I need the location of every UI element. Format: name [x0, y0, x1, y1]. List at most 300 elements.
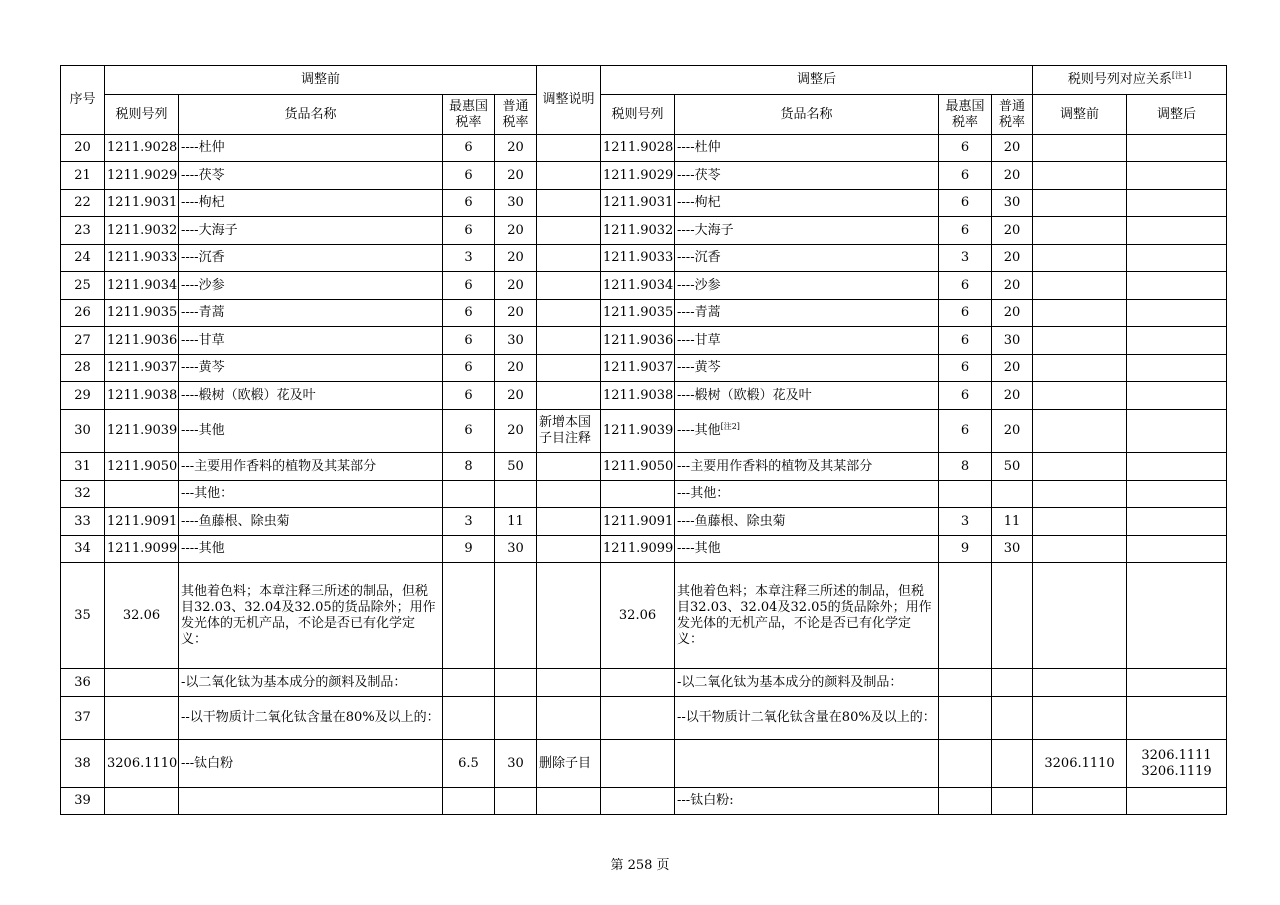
before-code-cell: 1211.9032 [105, 217, 179, 245]
before-code-cell: 1211.9037 [105, 355, 179, 382]
after-mfn-cell: 6 [939, 355, 992, 382]
table-row [61, 355, 1227, 382]
header-map-before: 调整前 [1033, 95, 1127, 135]
before-name-cell: 其他着色料；本章注释三所述的制品，但税目32.03、32.04及32.05的货品除外；用作发光体的无机产品，不论是否已有化学定义： [179, 563, 443, 669]
map-after-cell [1127, 327, 1227, 355]
before-mfn-cell [443, 481, 495, 508]
after-name-text: -以二氧化钛为基本成分的颜料及制品： [677, 674, 903, 690]
map-after-cell [1127, 410, 1227, 453]
after-name-cell [675, 697, 939, 740]
before-name-cell: ----茯苓 [179, 162, 443, 190]
before-mfn-cell: 3 [443, 508, 495, 536]
seq-cell: 34 [61, 536, 105, 563]
map-after-cell [1127, 272, 1227, 300]
map-after-cell [1127, 788, 1227, 815]
after-name-text: ----鱼藤根、除虫菊 [677, 513, 786, 529]
before-mfn-cell [443, 697, 495, 740]
before-code-cell [105, 697, 179, 740]
map-after-cell [1127, 355, 1227, 382]
after-name-cell [675, 355, 939, 382]
header-before-code: 税则号列 [105, 95, 179, 135]
seq-cell: 21 [61, 162, 105, 190]
after-general-cell: 20 [992, 382, 1033, 410]
map-after-text: 3206.1111 3206.1119 [1141, 747, 1212, 779]
table-row [61, 190, 1227, 217]
note-cell [537, 272, 601, 300]
before-mfn-cell: 6 [443, 355, 495, 382]
after-general-cell: 30 [992, 190, 1033, 217]
before-name-cell: ---钛白粉 [179, 740, 443, 788]
after-mfn-cell: 6 [939, 190, 992, 217]
note-cell [537, 563, 601, 669]
before-general-cell [495, 563, 537, 669]
header-seq: 序号 [61, 66, 105, 135]
header-after-name: 货品名称 [675, 95, 939, 135]
after-code-cell: 1211.9029 [601, 162, 675, 190]
before-general-cell: 20 [495, 410, 537, 453]
seq-cell: 20 [61, 135, 105, 162]
before-general-cell: 20 [495, 217, 537, 245]
after-name-text: ----青蒿 [677, 305, 721, 320]
after-name-cell [675, 563, 939, 669]
map-after-cell [1127, 508, 1227, 536]
map-before-cell [1033, 217, 1127, 245]
table-row [61, 245, 1227, 272]
header-note: 调整说明 [537, 66, 601, 135]
header-mapping-group [1033, 66, 1227, 95]
before-name-cell: ----其他 [179, 410, 443, 453]
seq-cell: 30 [61, 410, 105, 453]
before-code-cell: 1211.9028 [105, 135, 179, 162]
header-before-group: 调整前 [105, 66, 537, 95]
map-before-cell [1033, 135, 1127, 162]
map-before-cell [1033, 355, 1127, 382]
seq-cell: 26 [61, 300, 105, 327]
after-code-cell: 1211.9039 [601, 410, 675, 453]
after-mfn-cell [939, 740, 992, 788]
after-mfn-cell: 9 [939, 536, 992, 563]
after-code-cell: 1211.9099 [601, 536, 675, 563]
after-name-text: ----黄芩 [677, 360, 721, 375]
before-mfn-cell: 6 [443, 327, 495, 355]
map-after-cell [1127, 563, 1227, 669]
after-code-cell: 1211.9033 [601, 245, 675, 272]
note-cell [537, 382, 601, 410]
before-name-cell: ----杜仲 [179, 135, 443, 162]
before-code-cell: 1211.9033 [105, 245, 179, 272]
map-after-cell [1127, 453, 1227, 481]
after-name-cell [675, 245, 939, 272]
before-general-cell: 30 [495, 190, 537, 217]
footnote-marker: [注2] [720, 422, 740, 431]
header-after-group: 调整后 [601, 66, 1033, 95]
after-mfn-cell: 6 [939, 382, 992, 410]
table-row [61, 300, 1227, 327]
before-general-cell: 20 [495, 355, 537, 382]
header-after-mfn: 最惠国税率 [939, 95, 992, 135]
map-after-cell [1127, 162, 1227, 190]
note-cell [537, 697, 601, 740]
seq-cell: 37 [61, 697, 105, 740]
after-code-cell: 1211.9037 [601, 355, 675, 382]
map-after-cell [1127, 382, 1227, 410]
after-name-text: ---其他： [677, 486, 730, 501]
map-before-cell [1033, 669, 1127, 697]
after-name-text: ----茯苓 [677, 167, 721, 183]
after-mfn-cell [939, 563, 992, 669]
after-name-cell [675, 327, 939, 355]
after-name-cell [675, 740, 939, 788]
note-cell: 新增本国子目注释 [537, 410, 601, 453]
before-name-cell: ----大海子 [179, 217, 443, 245]
after-code-cell: 32.06 [601, 563, 675, 669]
header-after-general: 普通税率 [992, 95, 1033, 135]
seq-cell: 38 [61, 740, 105, 788]
table-row [61, 135, 1227, 162]
table-row [61, 740, 1227, 788]
before-mfn-cell: 6.5 [443, 740, 495, 788]
after-mfn-cell [939, 697, 992, 740]
table-row [61, 788, 1227, 815]
after-code-cell: 1211.9035 [601, 300, 675, 327]
map-after-cell [1127, 300, 1227, 327]
after-code-cell [601, 669, 675, 697]
after-general-cell: 20 [992, 217, 1033, 245]
before-name-cell: ---其他： [179, 481, 443, 508]
after-mfn-cell: 6 [939, 217, 992, 245]
after-code-cell [601, 481, 675, 508]
before-general-cell [495, 788, 537, 815]
after-name-cell [675, 300, 939, 327]
after-name-text: ----椴树（欧椴）花及叶 [677, 387, 812, 403]
after-general-cell [992, 669, 1033, 697]
map-after-cell [1127, 669, 1227, 697]
seq-cell: 28 [61, 355, 105, 382]
after-general-cell: 20 [992, 245, 1033, 272]
note-cell [537, 190, 601, 217]
after-mfn-cell [939, 481, 992, 508]
before-mfn-cell: 6 [443, 217, 495, 245]
map-before-cell [1033, 190, 1127, 217]
before-name-cell: ----枸杞 [179, 190, 443, 217]
after-name-cell [675, 162, 939, 190]
table-row [61, 669, 1227, 697]
before-mfn-cell: 6 [443, 382, 495, 410]
after-general-cell: 20 [992, 355, 1033, 382]
after-name-cell [675, 453, 939, 481]
after-name-text: ----其他 [677, 423, 721, 438]
seq-cell: 32 [61, 481, 105, 508]
after-mfn-cell: 6 [939, 162, 992, 190]
before-code-cell: 1211.9039 [105, 410, 179, 453]
after-general-cell: 30 [992, 327, 1033, 355]
note-cell [537, 536, 601, 563]
before-mfn-cell: 8 [443, 453, 495, 481]
after-general-cell: 20 [992, 272, 1033, 300]
note-cell [537, 245, 601, 272]
map-before-cell [1033, 508, 1127, 536]
after-name-cell [675, 272, 939, 300]
after-name-text: ---主要用作香料的植物及其某部分 [677, 458, 873, 474]
map-after-cell [1127, 217, 1227, 245]
before-general-cell: 20 [495, 272, 537, 300]
after-name-cell [675, 135, 939, 162]
before-mfn-cell [443, 788, 495, 815]
before-code-cell: 1211.9099 [105, 536, 179, 563]
after-name-text: ----沙参 [677, 277, 721, 293]
before-name-cell: ----椴树（欧椴）花及叶 [179, 382, 443, 410]
after-general-cell: 11 [992, 508, 1033, 536]
before-general-cell: 20 [495, 382, 537, 410]
after-name-cell [675, 410, 939, 453]
after-mfn-cell: 6 [939, 300, 992, 327]
after-code-cell [601, 740, 675, 788]
map-before-cell [1033, 327, 1127, 355]
seq-cell: 24 [61, 245, 105, 272]
before-code-cell [105, 669, 179, 697]
after-code-cell: 1211.9034 [601, 272, 675, 300]
after-general-cell [992, 788, 1033, 815]
after-mfn-cell: 6 [939, 410, 992, 453]
before-code-cell [105, 481, 179, 508]
page-number: 第 258 页 [610, 858, 670, 873]
after-mfn-cell: 6 [939, 327, 992, 355]
map-before-cell [1033, 162, 1127, 190]
header-before-mfn: 最惠国税率 [443, 95, 495, 135]
after-name-text: ----沉香 [677, 250, 721, 265]
before-code-cell: 1211.9029 [105, 162, 179, 190]
after-mfn-cell: 3 [939, 508, 992, 536]
map-after-cell [1127, 190, 1227, 217]
after-name-cell [675, 788, 939, 815]
after-name-text: --以干物质计二氧化钛含量在80%及以上的： [677, 710, 936, 725]
note-cell [537, 135, 601, 162]
after-code-cell: 1211.9031 [601, 190, 675, 217]
after-name-cell [675, 508, 939, 536]
after-general-cell [992, 481, 1033, 508]
header-before-name: 货品名称 [179, 95, 443, 135]
note-cell: 删除子目 [537, 740, 601, 788]
note-cell [537, 508, 601, 536]
table-body [61, 135, 1227, 815]
after-code-cell [601, 788, 675, 815]
tariff-adjustment-table [60, 65, 1227, 815]
map-before-cell [1033, 563, 1127, 669]
before-mfn-cell: 6 [443, 190, 495, 217]
before-name-cell: ---主要用作香料的植物及其某部分 [179, 453, 443, 481]
after-name-cell [675, 669, 939, 697]
before-general-cell: 20 [495, 300, 537, 327]
header-before-general: 普通税率 [495, 95, 537, 135]
table-row [61, 536, 1227, 563]
before-general-cell: 30 [495, 740, 537, 788]
header-mapping-label: 税则号列对应关系 [1067, 72, 1172, 87]
table-row [61, 481, 1227, 508]
after-general-cell [992, 563, 1033, 669]
table-row [61, 453, 1227, 481]
before-general-cell: 20 [495, 245, 537, 272]
after-name-text: ----杜仲 [677, 140, 721, 155]
seq-cell: 39 [61, 788, 105, 815]
before-general-cell: 11 [495, 508, 537, 536]
seq-cell: 29 [61, 382, 105, 410]
table-row [61, 162, 1227, 190]
table-row [61, 410, 1227, 453]
before-general-cell: 20 [495, 135, 537, 162]
note-cell [537, 327, 601, 355]
header-mapping-footnote: [注1] [1171, 71, 1192, 80]
table-row [61, 508, 1227, 536]
before-name-cell [179, 788, 443, 815]
note-cell [537, 481, 601, 508]
before-code-cell: 1211.9034 [105, 272, 179, 300]
before-mfn-cell: 6 [443, 272, 495, 300]
after-name-text: ----枸杞 [677, 195, 721, 210]
table-row [61, 697, 1227, 740]
after-mfn-cell [939, 788, 992, 815]
after-name-text: 其他着色料；本章注释三所述的制品，但税目32.03、32.04及32.05的货品除外；用作发光体的无机产品，不论是否已有化学定义： [677, 583, 932, 647]
map-before-cell: 3206.1110 [1033, 740, 1127, 788]
map-after-cell [1127, 697, 1227, 740]
before-name-cell: --以干物质计二氧化钛含量在80%及以上的： [179, 697, 443, 740]
after-general-cell: 50 [992, 453, 1033, 481]
map-before-cell [1033, 410, 1127, 453]
table-row [61, 563, 1227, 669]
after-name-cell [675, 382, 939, 410]
before-mfn-cell [443, 563, 495, 669]
after-code-cell [601, 697, 675, 740]
seq-cell: 23 [61, 217, 105, 245]
header-map-after: 调整后 [1127, 95, 1227, 135]
note-cell [537, 669, 601, 697]
map-before-cell [1033, 697, 1127, 740]
table-row [61, 382, 1227, 410]
before-name-cell: ----沙参 [179, 272, 443, 300]
after-name-cell [675, 217, 939, 245]
before-general-cell: 50 [495, 453, 537, 481]
table-row [61, 217, 1227, 245]
map-after-cell [1127, 481, 1227, 508]
after-name-text: ----其他 [677, 541, 721, 556]
before-name-cell: -以二氧化钛为基本成分的颜料及制品： [179, 669, 443, 697]
before-code-cell: 3206.1110 [105, 740, 179, 788]
before-name-cell: ----鱼藤根、除虫菊 [179, 508, 443, 536]
seq-cell: 25 [61, 272, 105, 300]
map-after-cell [1127, 536, 1227, 563]
after-code-cell: 1211.9032 [601, 217, 675, 245]
after-general-cell [992, 740, 1033, 788]
header-after-code: 税则号列 [601, 95, 675, 135]
seq-cell: 35 [61, 563, 105, 669]
seq-cell: 22 [61, 190, 105, 217]
map-before-cell [1033, 453, 1127, 481]
note-cell [537, 788, 601, 815]
seq-cell: 27 [61, 327, 105, 355]
before-code-cell: 32.06 [105, 563, 179, 669]
after-mfn-cell: 3 [939, 245, 992, 272]
note-cell [537, 217, 601, 245]
note-cell [537, 355, 601, 382]
before-name-cell: ----沉香 [179, 245, 443, 272]
map-before-cell [1033, 481, 1127, 508]
before-mfn-cell [443, 669, 495, 697]
note-cell [537, 162, 601, 190]
before-code-cell: 1211.9091 [105, 508, 179, 536]
before-general-cell: 30 [495, 536, 537, 563]
map-before-cell [1033, 300, 1127, 327]
after-code-cell: 1211.9036 [601, 327, 675, 355]
before-general-cell [495, 669, 537, 697]
before-code-cell: 1211.9031 [105, 190, 179, 217]
after-general-cell: 20 [992, 135, 1033, 162]
before-name-cell: ----其他 [179, 536, 443, 563]
map-before-cell [1033, 536, 1127, 563]
seq-cell: 33 [61, 508, 105, 536]
before-code-cell [105, 788, 179, 815]
map-after-cell [1127, 740, 1227, 788]
before-general-cell [495, 697, 537, 740]
after-name-text: ---钛白粉: [677, 793, 734, 808]
map-before-cell [1033, 788, 1127, 815]
map-after-cell [1127, 135, 1227, 162]
before-general-cell: 20 [495, 162, 537, 190]
after-code-cell: 1211.9050 [601, 453, 675, 481]
before-mfn-cell: 6 [443, 162, 495, 190]
before-code-cell: 1211.9035 [105, 300, 179, 327]
map-before-cell [1033, 382, 1127, 410]
after-name-cell [675, 190, 939, 217]
after-mfn-cell: 6 [939, 135, 992, 162]
after-name-cell [675, 481, 939, 508]
table-row [61, 272, 1227, 300]
seq-cell: 31 [61, 453, 105, 481]
after-mfn-cell: 6 [939, 272, 992, 300]
note-cell [537, 453, 601, 481]
after-name-text: ----甘草 [677, 332, 721, 348]
after-mfn-cell [939, 669, 992, 697]
after-general-cell: 20 [992, 410, 1033, 453]
after-general-cell [992, 697, 1033, 740]
after-mfn-cell: 8 [939, 453, 992, 481]
seq-cell: 36 [61, 669, 105, 697]
before-general-cell [495, 481, 537, 508]
after-general-cell: 20 [992, 162, 1033, 190]
map-after-cell [1127, 245, 1227, 272]
before-mfn-cell: 6 [443, 410, 495, 453]
before-mfn-cell: 6 [443, 135, 495, 162]
before-name-cell: ----黄芩 [179, 355, 443, 382]
before-mfn-cell: 9 [443, 536, 495, 563]
table-row [61, 327, 1227, 355]
map-before-cell [1033, 245, 1127, 272]
note-cell [537, 300, 601, 327]
after-code-cell: 1211.9038 [601, 382, 675, 410]
before-mfn-cell: 3 [443, 245, 495, 272]
before-mfn-cell: 6 [443, 300, 495, 327]
after-code-cell: 1211.9091 [601, 508, 675, 536]
after-name-text: ----大海子 [677, 222, 734, 238]
after-name-cell [675, 536, 939, 563]
before-general-cell: 30 [495, 327, 537, 355]
before-name-cell: ----青蒿 [179, 300, 443, 327]
after-general-cell: 20 [992, 300, 1033, 327]
after-general-cell: 30 [992, 536, 1033, 563]
before-code-cell: 1211.9038 [105, 382, 179, 410]
map-before-cell [1033, 272, 1127, 300]
before-code-cell: 1211.9050 [105, 453, 179, 481]
before-code-cell: 1211.9036 [105, 327, 179, 355]
before-name-cell: ----甘草 [179, 327, 443, 355]
